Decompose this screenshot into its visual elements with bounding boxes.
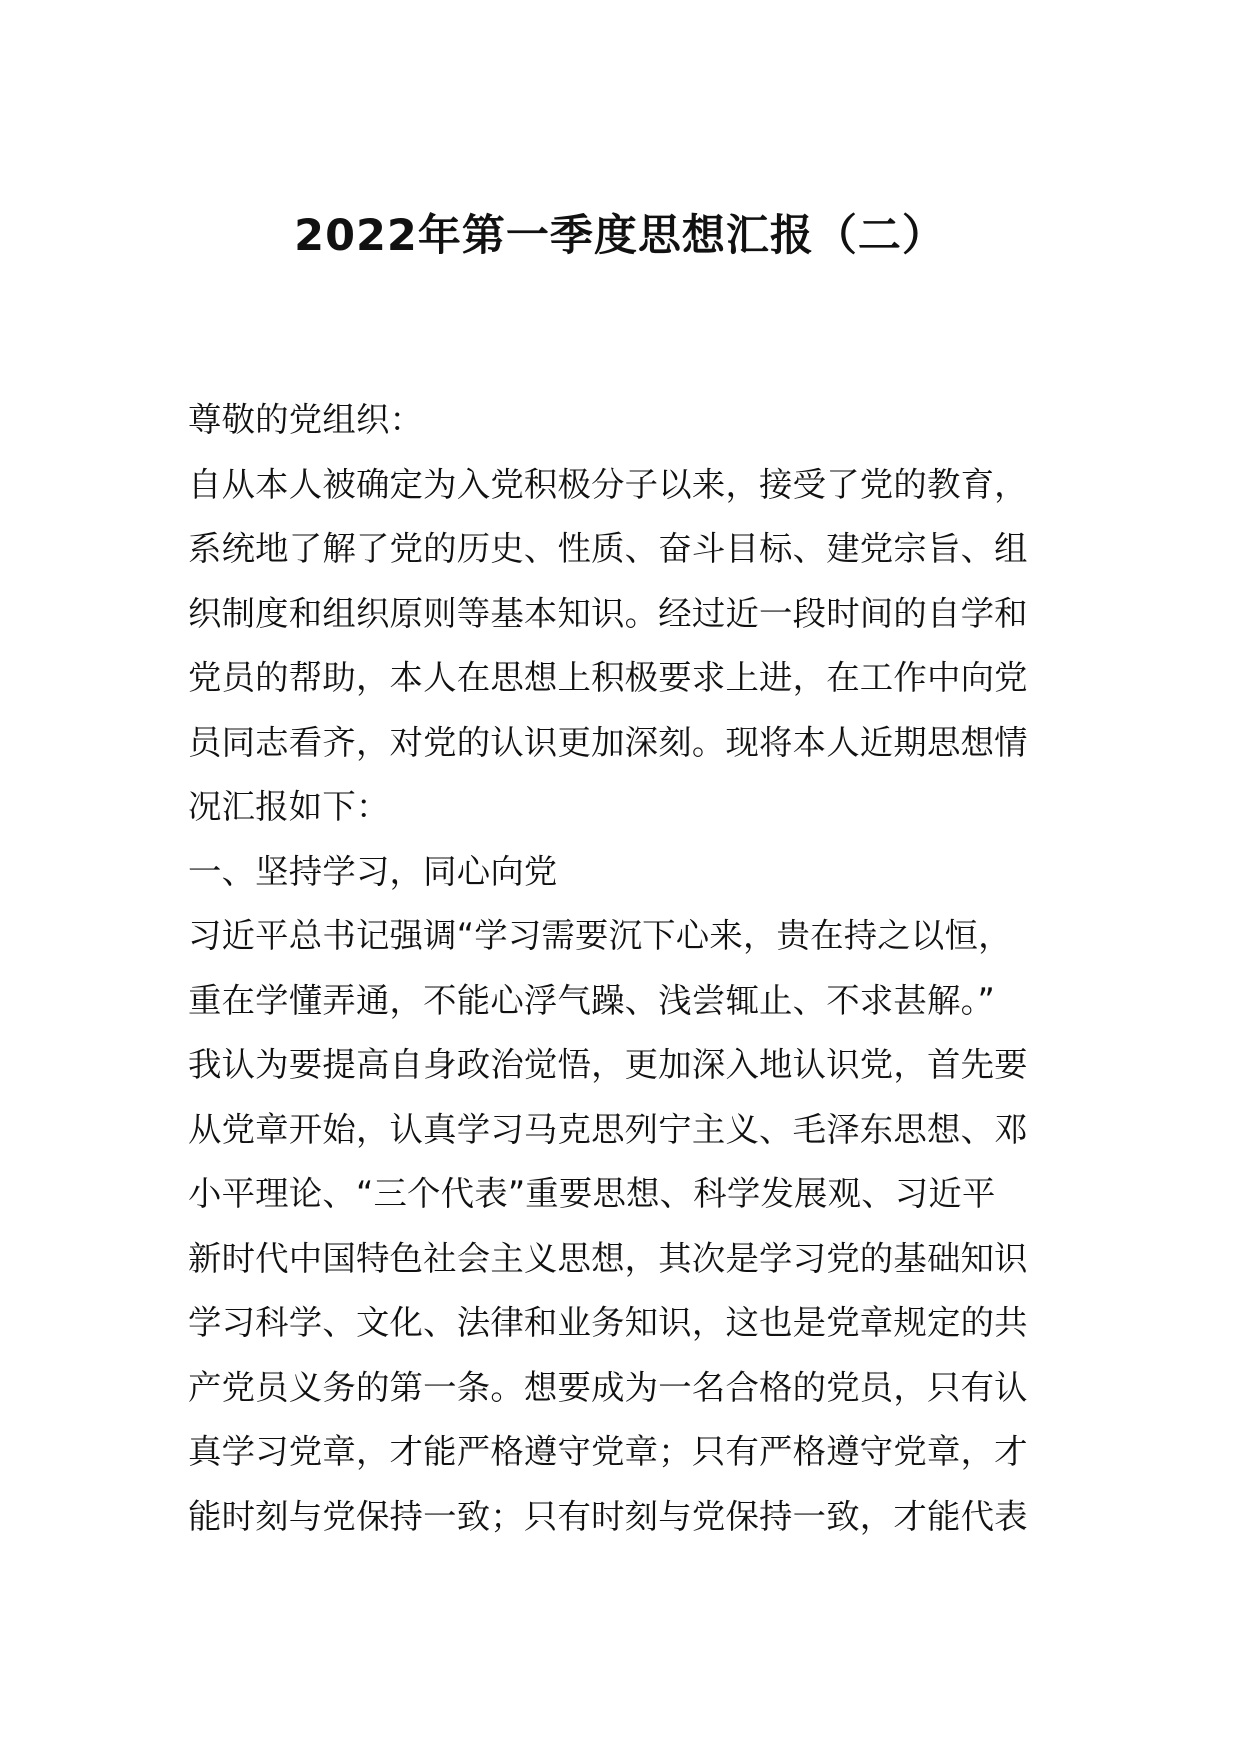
body-line: 习近平总书记强调“学习需要沉下心来，贵在持之以恒， xyxy=(188,916,1012,955)
body-line: 我认为要提高自身政治觉悟，更加深入地认识党，首先要 xyxy=(188,1045,1028,1084)
section-heading: 一、坚持学习，同心向党 xyxy=(188,851,558,891)
body-line: 党员的帮助，本人在思想上积极要求上进，在工作中向党 xyxy=(188,658,1028,697)
body-line: 产党员义务的第一条。想要成为一名合格的党员，只有认 xyxy=(188,1367,1028,1407)
body-line: 织制度和组织原则等基本知识。经过近一段时间的自学和 xyxy=(188,593,1028,633)
body-line: 员同志看齐，对党的认识更加深刻。现将本人近期思想情 xyxy=(188,722,1028,762)
document-body xyxy=(188,388,1068,1549)
body-line: 能时刻与党保持一致；只有时刻与党保持一致，才能代表 xyxy=(188,1496,1028,1536)
document-title: 2022年第一季度思想汇报（二） xyxy=(294,211,946,261)
body-line: 从党章开始，认真学习马克思列宁主义、毛泽东思想、邓 xyxy=(188,1109,1028,1149)
body-line: 学习科学、文化、法律和业务知识，这也是党章规定的共 xyxy=(188,1303,1028,1342)
body-line: 真学习党章，才能严格遵守党章；只有严格遵守党章，才 xyxy=(188,1432,1028,1471)
body-line: 系统地了解了党的历史、性质、奋斗目标、建党宗旨、组 xyxy=(188,529,1028,568)
salutation-line: 尊敬的党组织： xyxy=(188,400,424,439)
body-line: 重在学懂弄通，不能心浮气躁、浅尝辄止、不求甚解。” xyxy=(188,980,995,1020)
body-line: 新时代中国特色社会主义思想，其次是学习党的基础知识 xyxy=(188,1238,1028,1278)
body-line: 小平理论、“三个代表”重要思想、科学发展观、习近平 xyxy=(188,1174,996,1213)
body-line: 况汇报如下： xyxy=(188,787,390,826)
body-line: 自从本人被确定为入党积极分子以来，接受了党的教育， xyxy=(188,464,1028,504)
